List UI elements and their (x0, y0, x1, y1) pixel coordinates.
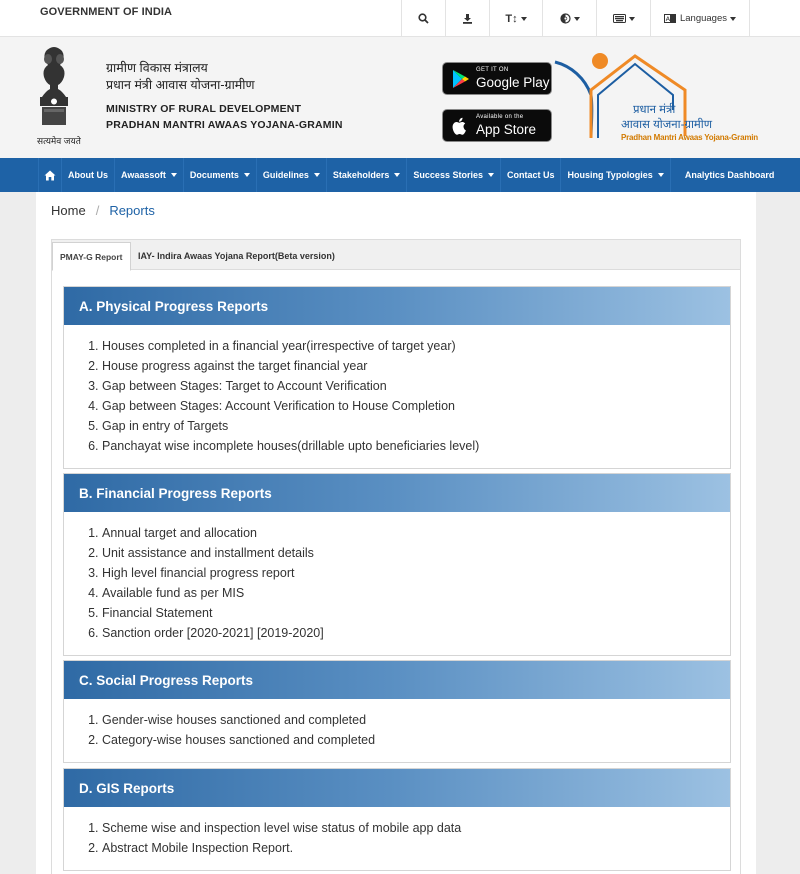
language-icon (664, 14, 676, 23)
nav-analytics-dashboard[interactable] (671, 158, 781, 192)
nav-label: Awaassoft (121, 170, 166, 180)
chevron-down-icon (244, 173, 250, 177)
section-social-progress (63, 660, 731, 763)
report-link[interactable]: 6. Panchayat wise incomplete houses(drillable upto beneficiaries level) (102, 436, 730, 456)
tab-pmay-g-report[interactable]: PMAY-G Report (52, 242, 131, 271)
chevron-down-icon (171, 173, 177, 177)
google-play-icon (452, 69, 470, 89)
report-tabs-panel (51, 239, 741, 874)
google-play-badge[interactable] (442, 62, 552, 95)
app-store-small-text: Available on the (476, 114, 524, 120)
nav-label: Housing Typologies (567, 170, 653, 180)
report-list (64, 807, 730, 870)
contrast-icon (560, 13, 571, 24)
breadcrumb (51, 203, 155, 218)
languages-label: Languages (679, 13, 728, 24)
national-emblem-icon[interactable] (36, 45, 72, 129)
ministry-hindi-line2: प्रधान मंत्री आवास योजना-ग्रामीण (106, 78, 255, 92)
contrast-button[interactable] (542, 0, 596, 37)
report-link[interactable]: 2. House progress against the target financial year (102, 356, 730, 376)
breadcrumb-separator: / (95, 203, 100, 218)
nav-stakeholders[interactable] (327, 158, 408, 192)
chevron-down-icon (730, 17, 736, 21)
report-link[interactable]: 3. High level financial progress report (102, 563, 730, 583)
report-list (64, 512, 730, 655)
nav-label: Documents (189, 170, 239, 180)
report-link[interactable]: 4. Gap between Stages: Account Verification to House Completion (102, 396, 730, 416)
chevron-down-icon (488, 173, 494, 177)
tab-iay-report[interactable]: IAY- Indira Awaas Yojana Report(Beta version) (138, 251, 335, 261)
section-title: B. Financial Progress Reports (64, 474, 730, 512)
report-link[interactable]: 2. Unit assistance and installment details (102, 543, 730, 563)
nav-label: About Us (68, 170, 108, 180)
nav-housing-typologies[interactable] (561, 158, 670, 192)
google-play-big-text: Google Play (476, 75, 550, 90)
main-content (36, 192, 756, 874)
nav-label: Success Stories (413, 170, 483, 180)
gov-top-bar (0, 0, 800, 37)
section-financial-progress (63, 473, 731, 656)
site-header (0, 37, 800, 158)
tabs-bar (52, 240, 740, 270)
ministry-hindi-line1: ग्रामीण विकास मंत्रालय (106, 61, 208, 75)
nav-documents[interactable] (184, 158, 257, 192)
nav-awaassoft[interactable] (115, 158, 184, 192)
google-play-small-text: GET IT ON (476, 67, 509, 73)
search-button[interactable] (401, 0, 445, 37)
report-link[interactable]: 1. Houses completed in a financial year(irrespective of target year) (102, 336, 730, 356)
breadcrumb-home[interactable]: Home (51, 203, 86, 218)
report-link[interactable]: 1. Annual target and allocation (102, 523, 730, 543)
apple-icon (452, 116, 468, 136)
report-link[interactable]: 4. Available fund as per MIS (102, 583, 730, 603)
nav-guidelines[interactable] (257, 158, 327, 192)
download-button[interactable] (445, 0, 489, 37)
report-link[interactable]: 5. Gap in entry of Targets (102, 416, 730, 436)
report-link[interactable]: 5. Financial Statement (102, 603, 730, 623)
home-icon (44, 170, 56, 181)
report-link[interactable]: 1. Scheme wise and inspection level wise status of mobile app data (102, 818, 730, 838)
emblem-motto: सत्यमेव जयते (37, 136, 81, 146)
nav-about-us[interactable] (62, 158, 115, 192)
nav-label: Stakeholders (332, 170, 390, 180)
main-navigation (0, 158, 800, 192)
keyboard-icon (613, 14, 626, 23)
accessibility-toolbar (401, 0, 750, 37)
report-link[interactable]: 3. Gap between Stages: Target to Account Verification (102, 376, 730, 396)
download-icon (462, 13, 473, 24)
text-size-label: T↕ (505, 12, 518, 25)
chevron-down-icon (574, 17, 580, 21)
nav-label: Contact Us (506, 170, 555, 180)
report-list (64, 699, 730, 762)
nav-home[interactable] (38, 158, 62, 192)
report-list (64, 325, 730, 468)
report-link[interactable]: 2. Abstract Mobile Inspection Report. (102, 838, 730, 858)
pmay-logo-hindi-line1: प्रधान मंत्री (633, 104, 676, 116)
languages-dropdown[interactable] (650, 0, 750, 37)
chevron-down-icon (658, 173, 664, 177)
gov-title: GOVERNMENT OF INDIA (40, 6, 173, 18)
app-store-big-text: App Store (476, 122, 537, 137)
chevron-down-icon (394, 173, 400, 177)
report-link[interactable]: 2. Category-wise houses sanctioned and completed (102, 730, 730, 750)
svg-text:A: A (665, 15, 671, 23)
search-icon (418, 13, 429, 24)
keyboard-button[interactable] (596, 0, 650, 37)
app-store-badge[interactable] (442, 109, 552, 142)
ministry-english-line1: MINISTRY OF RURAL DEVELOPMENT (106, 103, 302, 115)
chevron-down-icon (629, 17, 635, 21)
nav-contact-us[interactable] (501, 158, 562, 192)
pmay-logo-hindi-line2: आवास योजना-ग्रामीण (621, 119, 713, 131)
report-link[interactable]: 1. Gender-wise houses sanctioned and completed (102, 710, 730, 730)
section-title: D. GIS Reports (64, 769, 730, 807)
ministry-english-line2: PRADHAN MANTRI AWAAS YOJANA-GRAMIN (106, 119, 343, 131)
text-size-button[interactable] (489, 0, 542, 37)
section-title: A. Physical Progress Reports (64, 287, 730, 325)
chevron-down-icon (521, 17, 527, 21)
pmay-logo-english: Pradhan Mantri Awaas Yojana-Gramin (621, 133, 758, 142)
nav-label: Guidelines (262, 170, 309, 180)
report-link[interactable]: 6. Sanction order [2020-2021] [2019-2020] (102, 623, 730, 643)
ministry-title-block[interactable] (106, 60, 343, 133)
section-gis-reports (63, 768, 731, 871)
section-physical-progress (63, 286, 731, 469)
breadcrumb-current: Reports (109, 203, 155, 218)
chevron-down-icon (314, 173, 320, 177)
section-title: C. Social Progress Reports (64, 661, 730, 699)
nav-success-stories[interactable] (407, 158, 501, 192)
nav-label: Analytics Dashboard (684, 170, 775, 180)
